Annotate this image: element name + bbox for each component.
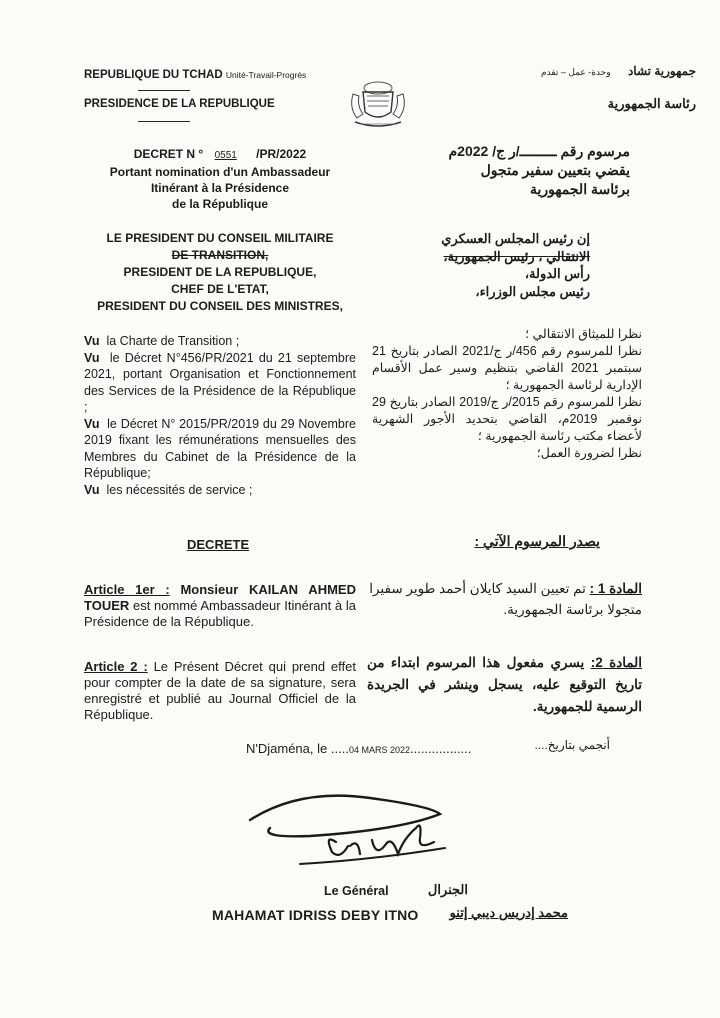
article-2: Article 2 : Le Présent Décret qui prend effet pour compter de la date de sa signature, sera enregistré et publié au Journal Officiel de la République. [84,659,356,722]
decree-number: 0551 [214,150,237,161]
motto: Unité-Travail-Progrès [225,70,307,80]
decree-title: DECRET N ° 0551 /PR/2022 Portant nomination d'un Ambassadeur Itinérant à la Présidence de la République [109,147,331,211]
header-divider [138,121,190,122]
signature-date: 04 MARS 2022 [348,745,410,755]
article-1-ar: المادة 1 : تم تعيين السيد كايلان أحمد طوير سفيرا متجولا برئاسة الجمهورية. [369,581,642,617]
vu-item: Vu le Décret N° 2015/PR/2019 du 29 Novembre 2019 fixant les rémunérations mensuelles des Membres du Cabinet de la Présidence de la République; [84,416,356,480]
vu-item: Vu le Décret N°456/PR/2021 du 21 septembre 2021, portant Organisation et Fonctionnement des Services de la Présidence de la République ; [84,350,356,414]
motto-ar: وحدة- عمل – تقدم [541,67,611,77]
coat-of-arms-emblem [347,74,409,132]
vu-considerations [84,333,356,498]
decrete-heading: DECRETE [187,537,250,552]
handwritten-signature [240,780,460,880]
signatory-name: MAHAMAT IDRISS DEBY ITNO [212,907,419,923]
republic-name-ar: جمهورية تشاد وحدة- عمل – تقدم [541,64,696,78]
signatory-title-ar: الجنرال [427,882,468,897]
signatory-name-ar: محمد إدريس ديبي إتنو [449,905,568,920]
vu-item: Vu la Charte de Transition ; [84,334,240,348]
article-1: Article 1er : Monsieur KAILAN AHMED TOUER est nommé Ambassadeur Itinérant à la Présidence de la République. [84,582,356,629]
appointee-name: Monsieur KAILAN AHMED TOUER [84,582,356,613]
presidency-label-ar: رئاسة الجمهورية [607,96,696,111]
vu-considerations-ar: نظرا للميثاق الانتقالي ؛ نظرا للمرسوم رقم 456/ر ج/2021 الصادر بتاريخ 21 سبتمبر 2021 القاضي بتنظيم وسير عمل الأقسام الإدارية لرئاسة الجمهورية ؛ نظرا للمرسوم رقم 2015/ر ج/2019 الصادر بتاريخ 29 نوفمبر 2019م، القاضي بتحديد الأجور الشهرية لأعضاء مكتب رئاسة الجمهورية ؛ نظرا لضرورة العمل؛ [372,327,642,460]
header-divider [138,90,190,91]
article-2-ar: المادة 2: يسري مفعول هذا المرسوم ابتداء من تاريخ التوقيع عليه، يسجل وينشر في الجريدة الرسمية للجمهورية. [367,655,642,714]
vu-item: Vu les nécessités de service ; [84,482,253,497]
date-line-ar: أنجمي بتاريخ.... [534,738,610,752]
date-line: N'Djaména, le .....04 MARS 2022................. [246,741,472,756]
signatory-title: Le Général [324,884,389,898]
president-title-ar: إن رئيس المجلس العسكري الانتقالي ، رئيس الجمهورية، رأس الدولة، رئيس مجلس الوزراء، [441,231,590,299]
decree-title-ar: مرسوم رقم ـــــــــ/ر ج/ 2022م يقضي بتعيين سفير متجول برئاسة الجمهورية [448,143,630,197]
presidency-label: PRESIDENCE DE LA REPUBLIQUE [84,98,275,110]
president-title: LE PRESIDENT DU CONSEIL MILITAIRE DE TRANSITION, PRESIDENT DE LA REPUBLIQUE, CHEF DE L'ETAT, PRESIDENT DU CONSEIL DES MINISTRES, [97,231,343,313]
decrete-heading-ar: يصدر المرسوم الآتي : [474,533,600,549]
republic-name: REPUBLIQUE DU TCHAD Unité-Travail-Progrès [84,69,307,81]
